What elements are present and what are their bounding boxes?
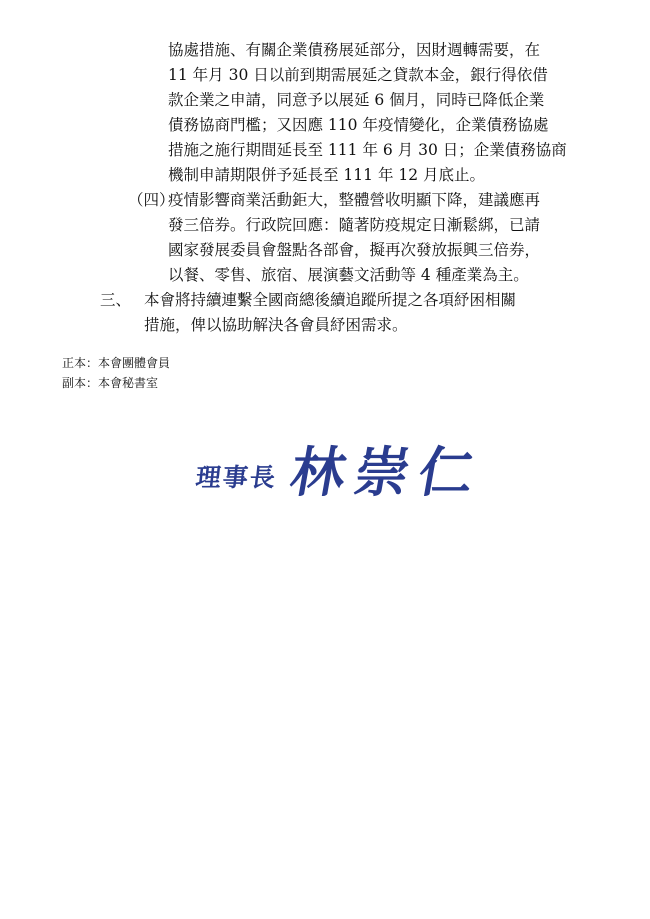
signature-title: 理事長 [194, 463, 279, 492]
body-line: 11 年月 30 日以前到期需展延之貸款本金，銀行得依借 [168, 66, 548, 84]
item-4-line: 發三倍券。行政院回應：隨著防疫規定日漸鬆綁，已請 [168, 216, 541, 234]
body-line: 協處措施、有關企業債務展延部分，因財週轉需要，在 [168, 41, 541, 59]
body-line: 款企業之申請，同意予以展延 6 個月，同時已降低企業 [168, 91, 545, 109]
distribution-original: 正本：本會團體會員 [62, 356, 171, 370]
item-4-label: （四） [128, 191, 175, 209]
section-3-line: 措施，俾以協助解決各會員紓困需求。 [144, 316, 408, 334]
item-4-line: 以餐、零售、旅宿、展演藝文活動等 4 種產業為主。 [168, 266, 529, 284]
item-4-line: 國家發展委員會盤點各部會，擬再次發放振興三倍券， [168, 241, 541, 259]
signature-name: 林崇仁 [285, 440, 490, 504]
body-line: 債務協商門檻；又因應 110 年疫情變化，企業債務協處 [168, 116, 549, 134]
section-3-line: 本會將持續連繫全國商總後續追蹤所提之各項紓困相關 [144, 291, 517, 309]
item-4-line: 疫情影響商業活動鉅大，整體營收明顯下降，建議應再 [168, 191, 541, 209]
body-line: 機制申請期限併予延長至 111 年 12 月底止。 [168, 166, 486, 184]
body-line: 措施之施行期間延長至 111 年 6 月 30 日；企業債務協商 [168, 141, 567, 159]
distribution-copy: 副本：本會秘書室 [62, 376, 159, 390]
section-3-label: 三、 [100, 291, 132, 309]
